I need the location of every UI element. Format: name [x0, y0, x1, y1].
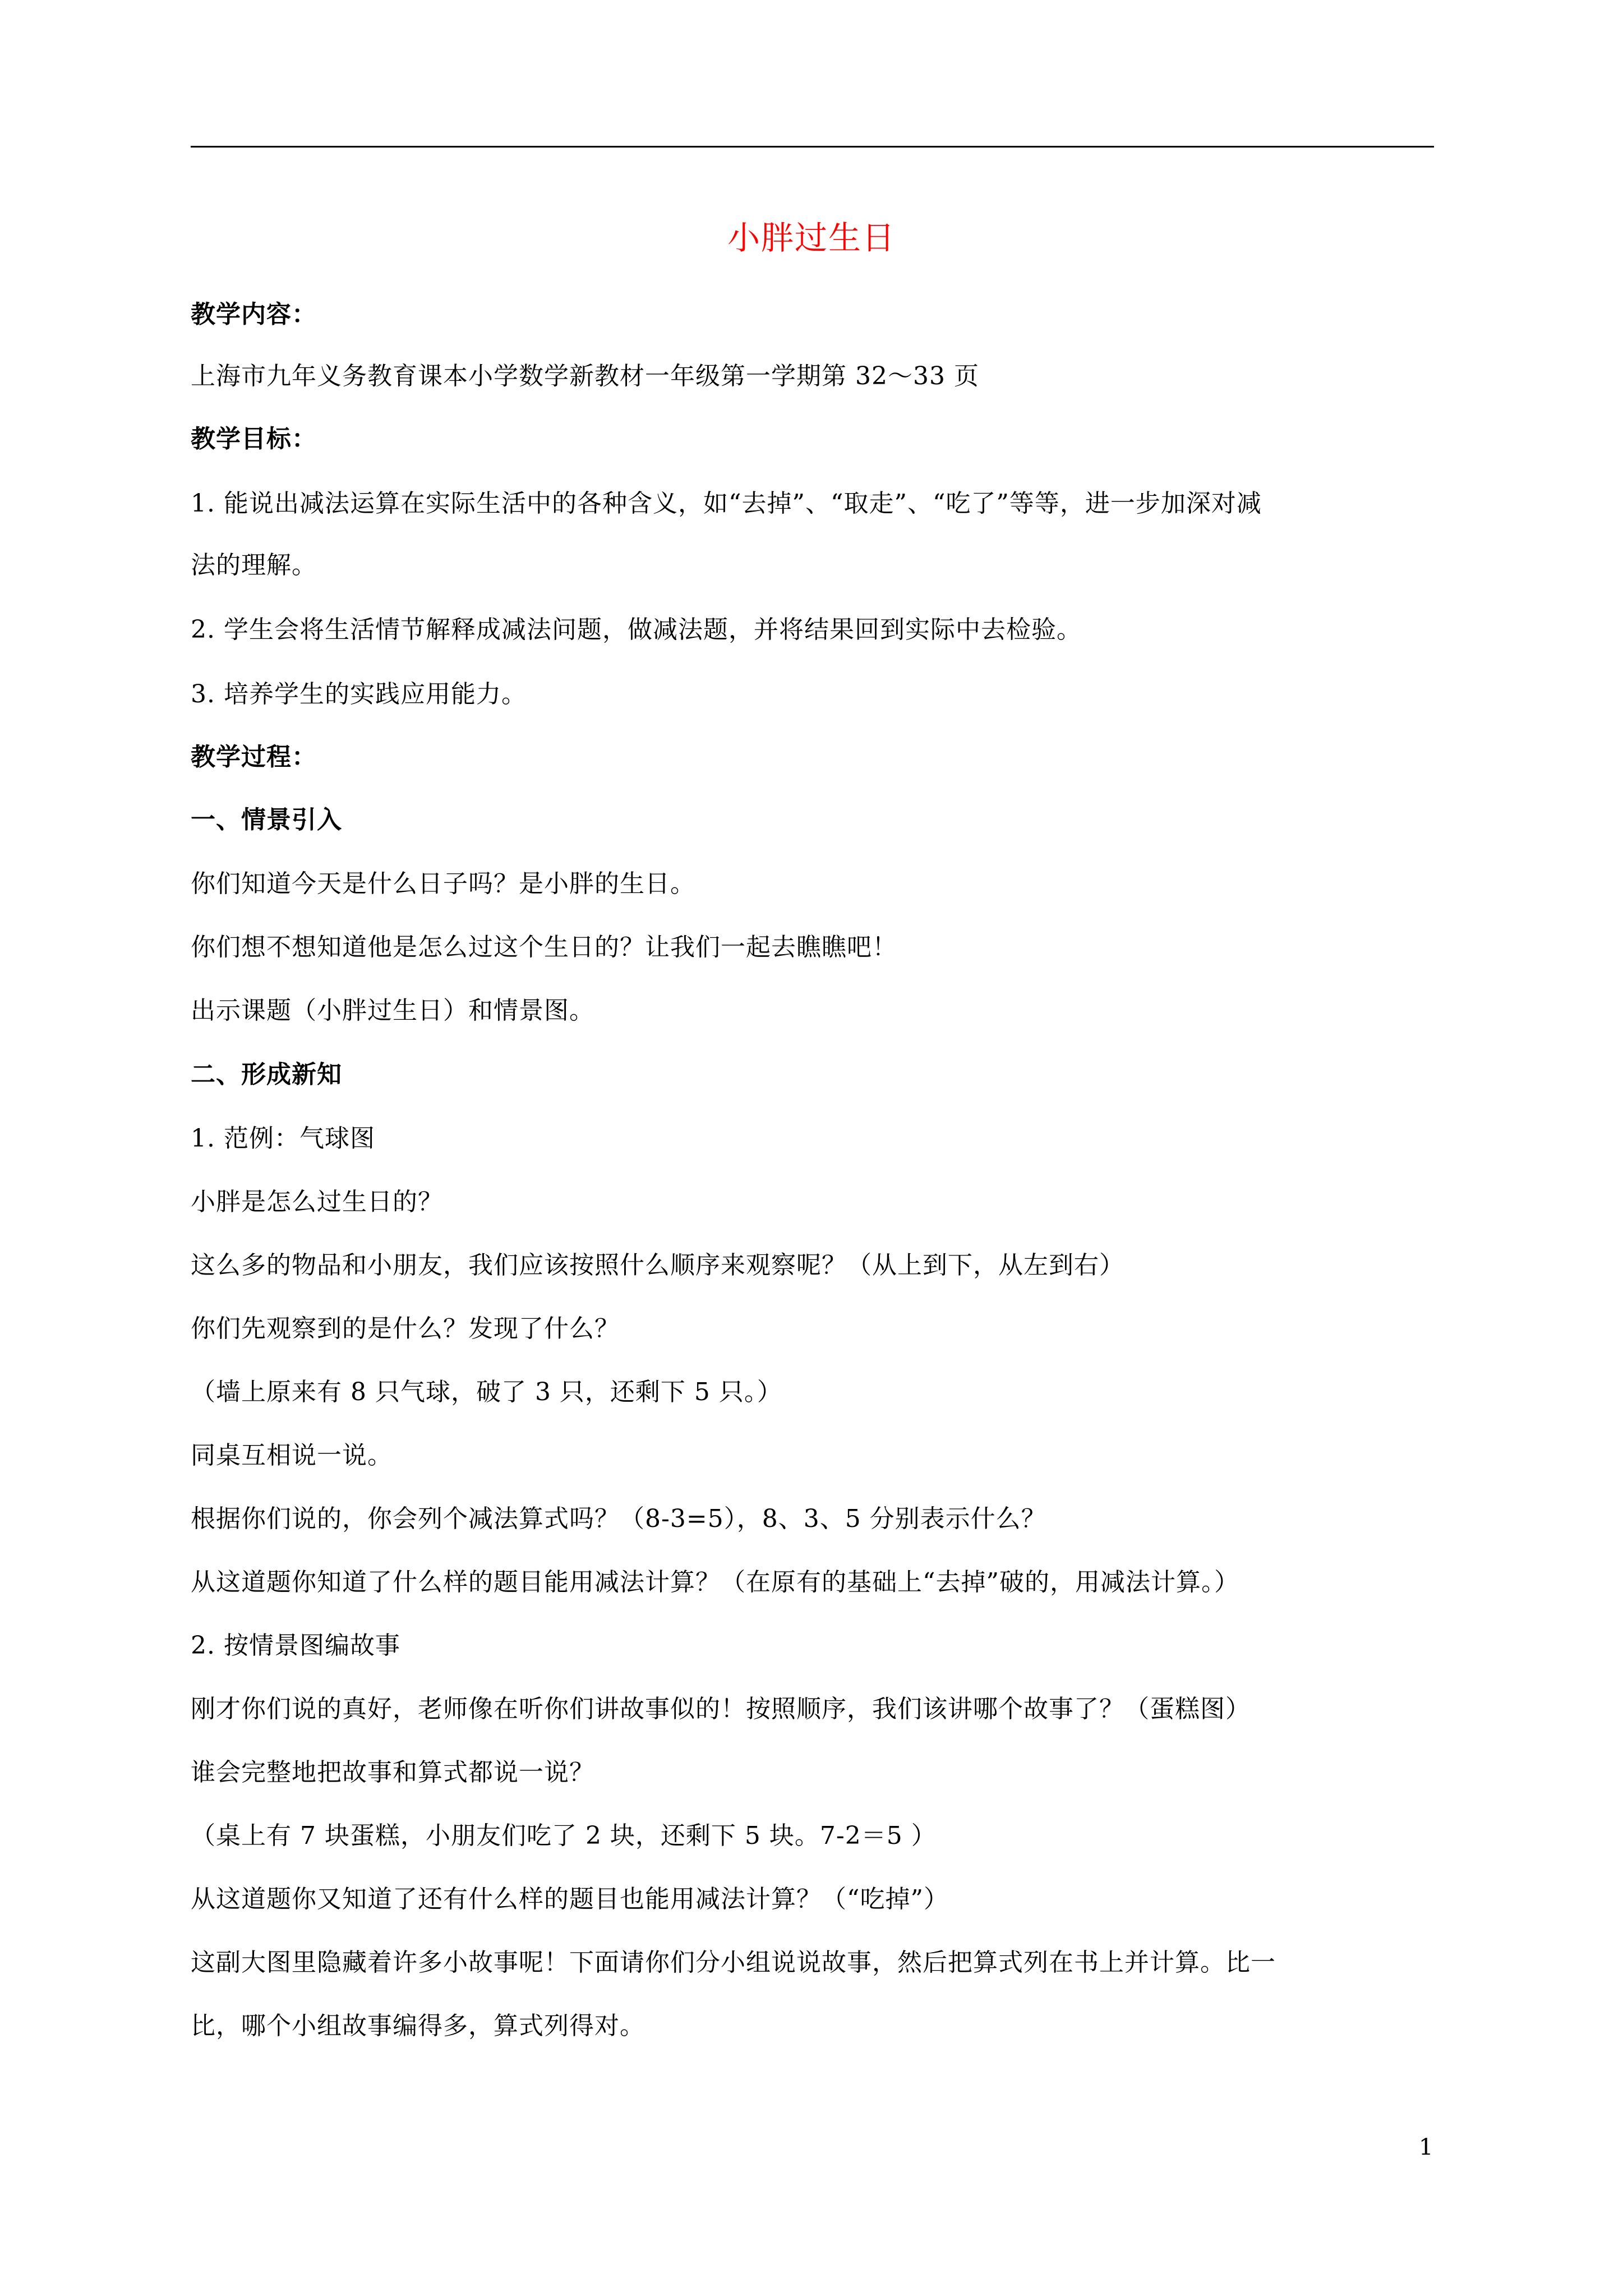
subsection-1-line-1: 小胖是怎么过生日的？	[191, 1188, 443, 1216]
part-1-line-2: 你们想不想知道他是怎么过这个生日的？让我们一起去瞧瞧吧！	[191, 933, 897, 961]
subsection-2-line-4: 从这道题你又知道了还有什么样的题目也能用减法计算？（“吃掉”）	[191, 1885, 949, 1913]
subsection-1-title: 1. 范例：气球图	[191, 1124, 375, 1153]
subsection-2-line-6: 比，哪个小组故事编得多，算式列得对。	[191, 2012, 645, 2040]
subsection-2-line-2: 谁会完整地把故事和算式都说一说？	[191, 1758, 594, 1787]
page-number: 1	[1419, 2134, 1433, 2160]
subsection-1-line-3: 你们先观察到的是什么？发现了什么？	[191, 1314, 620, 1343]
subsection-1-line-2: 这么多的物品和小朋友，我们应该按照什么顺序来观察呢？（从上到下，从左到右）	[191, 1251, 1124, 1280]
goal-3: 3. 培养学生的实践应用能力。	[191, 680, 527, 708]
goals-heading: 教学目标：	[191, 425, 317, 453]
header-rule	[191, 146, 1434, 148]
subsection-1-line-5: 同桌互相说一说。	[191, 1441, 393, 1470]
subsection-2-line-1: 刚才你们说的真好，老师像在听你们讲故事似的！按照顺序，我们该讲哪个故事了？（蛋糕图）	[191, 1695, 1251, 1723]
part-1-heading: 一、情景引入	[191, 806, 342, 834]
subsection-1-line-4: （墙上原来有 8 只气球，破了 3 只，还剩下 5 只。）	[191, 1378, 782, 1406]
goal-1-line-1: 1. 能说出减法运算在实际生活中的各种含义，如“去掉”、“取走”、“吃了”等等，进一步加深对减	[191, 489, 1262, 518]
goal-2: 2. 学生会将生活情节解释成减法问题，做减法题，并将结果回到实际中去检验。	[191, 615, 1082, 644]
subsection-2-line-3: （桌上有 7 块蛋糕，小朋友们吃了 2 块，还剩下 5 块。7-2＝5 ）	[191, 1821, 937, 1850]
subsection-1-line-7: 从这道题你知道了什么样的题目能用减法计算？（在原有的基础上“去掉”破的，用减法计算。）	[191, 1568, 1239, 1596]
subsection-2-line-5: 这副大图里隐藏着许多小故事呢！下面请你们分小组说说故事，然后把算式列在书上并计算。比一	[191, 1948, 1276, 1977]
subsection-1-line-6: 根据你们说的，你会列个减法算式吗？（8-3=5），8、3、5 分别表示什么？	[191, 1504, 1046, 1533]
content-heading: 教学内容：	[191, 300, 317, 329]
part-1-line-3: 出示课题（小胖过生日）和情景图。	[191, 996, 594, 1025]
goal-1-line-2: 法的理解。	[191, 551, 317, 579]
subsection-2-title: 2. 按情景图编故事	[191, 1631, 400, 1660]
page-title: 小胖过生日	[727, 219, 896, 257]
process-heading: 教学过程：	[191, 743, 317, 771]
part-1-line-1: 你们知道今天是什么日子吗？是小胖的生日。	[191, 869, 695, 898]
part-2-heading: 二、形成新知	[191, 1060, 342, 1089]
content-text: 上海市九年义务教育课本小学数学新教材一年级第一学期第 32～33 页	[191, 362, 979, 390]
